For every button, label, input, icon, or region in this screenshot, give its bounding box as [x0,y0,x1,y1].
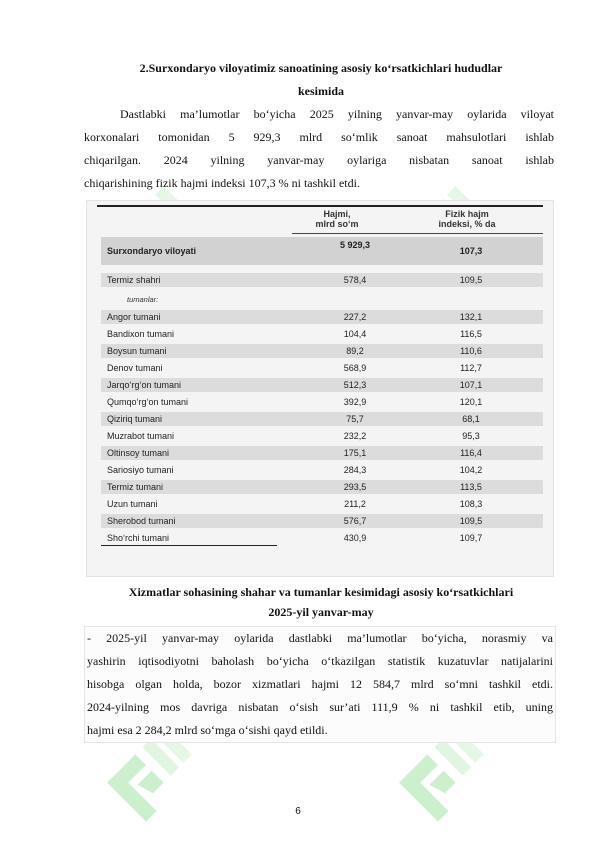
district-name: Uzun tumani [107,499,158,509]
district-name: Sherobod tumani [107,516,176,526]
intro-line: Dastlabki ma’lumotlar bo‘yicha 2025 yilning yanvar-may oylarida viloyat [120,107,554,121]
city-index: 109,5 [459,275,483,285]
volume-header-line2: mlrd so‘m [315,219,359,229]
intro-line: korxonalari tomonidan 5 929,3 mlrd so‘mlik sanoat mahsulotlari ishlab [84,130,554,144]
district-name: Sariosiyo tumani [107,465,174,475]
city-row [101,273,543,287]
district-index: 109,5 [459,516,483,526]
region-volume: 5 929,3 [339,240,371,250]
services-heading-line1: Xizmatlar sohasining shahar va tumanlar kesimidagi asosiy ko‘rsatkichlari [128,585,514,599]
volume-column-header [297,209,377,229]
district-volume: 89,2 [346,346,364,356]
table-bottom-rule [101,545,277,546]
services-box [84,626,556,743]
district-name: Qumqo‘rg‘on tumani [107,397,189,407]
services-line: hisobga olgan holda, bozor xizmatlari hajmi 12 584,7 mlrd so‘mni tashkil etdi. [87,677,553,691]
intro-paragraph [84,103,554,195]
district-name: Bandixon tumani [107,329,175,339]
district-index: 68,1 [462,414,480,424]
district-index: 109,7 [459,533,483,543]
districts-sublabel: tumanlar: [127,295,159,304]
index-header-line1: Fizik hajm [445,209,489,219]
district-name: Boysun tumani [107,346,167,356]
services-heading-line2: 2025-yil yanvar-may [268,605,374,619]
district-index: 132,1 [459,312,483,322]
district-volume: 392,9 [343,397,367,407]
district-row [101,412,543,426]
district-volume: 284,3 [343,465,367,475]
volume-header-line1: Hajmi, [323,209,351,219]
district-index: 110,6 [460,346,482,356]
region-total-row [101,237,543,265]
district-row [101,429,543,443]
intro-line: chiqarilgan. 2024 yilning yanvar-may oylariga nisbatan sanoat ishlab [84,153,554,167]
section-heading-line2: kesimida [297,84,344,98]
district-name: Jarqo‘rg‘on tumani [107,380,182,390]
industry-table [86,200,554,577]
district-volume: 576,7 [343,516,367,526]
district-row [101,531,543,545]
district-volume: 293,5 [343,482,367,492]
district-row [101,327,543,341]
district-index: 104,2 [459,465,483,475]
intro-line: chiqarishining fizik hajmi indeksi 107,3 % ni tashkil etdi. [84,176,360,190]
city-volume: 578,4 [343,275,367,285]
district-row [101,463,543,477]
district-volume: 75,7 [346,414,364,424]
services-line: hajmi esa 2 284,2 mlrd so‘mga o‘sishi qayd etildi. [87,723,328,737]
district-volume: 568,9 [343,363,367,373]
district-row [101,310,543,324]
district-index: 108,3 [459,499,483,509]
section-heading-line1: 2.Surxondaryo viloyatimiz sanoatining asosiy ko‘rsatkichlari hududlar [139,61,503,75]
services-heading [88,582,554,622]
district-volume: 512,3 [343,380,367,390]
city-name: Termiz shahri [107,275,161,285]
district-volume: 232,2 [343,431,367,441]
district-name: Denov tumani [107,363,163,373]
index-header-line2: indeksi, % da [438,219,496,229]
district-index: 120,1 [459,397,483,407]
table-top-rule [97,205,543,207]
district-index: 113,5 [460,482,482,492]
district-row [101,344,543,358]
district-volume: 227,2 [343,312,367,322]
index-column-header [417,209,517,229]
services-line: yashirin iqtisodiyotni baholash bo‘yicha o‘tkazilgan statistik kuzatuvlar natijalarini [87,654,553,668]
page-number: 6 [295,806,301,817]
district-row [101,514,543,528]
header-rule [292,233,543,234]
district-name: Qiziriq tumani [107,414,163,424]
district-volume: 104,4 [343,329,367,339]
district-index: 107,1 [459,380,483,390]
district-name: Muzrabot tumani [107,431,175,441]
district-name: Oltinsoy tumani [107,448,170,458]
district-row [101,497,543,511]
section-heading [88,57,554,103]
services-line: - 2025-yil yanvar-may oylarida dastlabki ma’lumotlar bo‘yicha, norasmiy va [87,631,553,645]
district-name: Sho‘rchi tumani [107,533,170,543]
district-row [101,361,543,375]
district-index: 116,5 [460,329,482,339]
district-volume: 211,2 [344,499,366,509]
region-name: Surxondaryo viloyati [107,246,197,256]
district-name: Termiz tumani [107,482,164,492]
services-line: 2024-yilning mos davriga nisbatan o‘sish sur’ati 111,9 % ni tashkil etib, uning [87,700,553,714]
region-index: 107,3 [459,246,483,256]
district-index: 112,7 [460,363,482,373]
district-name: Angor tumani [107,312,161,322]
district-index: 116,4 [460,448,482,458]
district-volume: 175,1 [343,448,367,458]
district-row [101,446,543,460]
district-row [101,395,543,409]
district-row [101,480,543,494]
district-row [101,378,543,392]
services-paragraph [85,627,555,742]
district-volume: 430,9 [343,533,367,543]
district-index: 95,3 [462,431,480,441]
